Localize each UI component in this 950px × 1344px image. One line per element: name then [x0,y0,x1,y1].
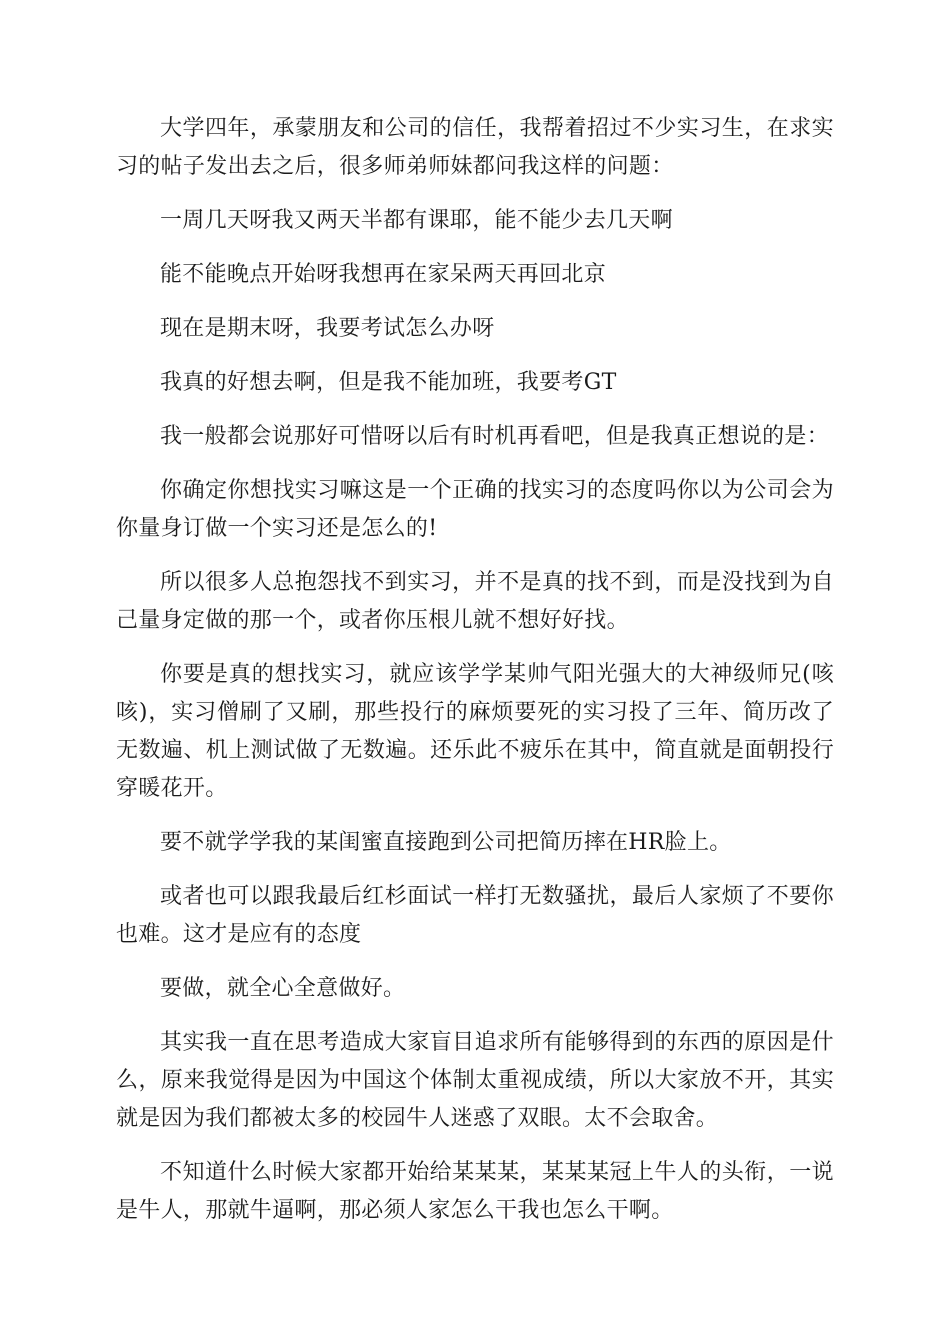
paragraph: 一周几天呀我又两天半都有课耶，能不能少去几天啊 [160,208,673,233]
paragraph: 我一般都会说那好可惜呀以后有时机再看吧，但是我真正想说的是： [160,424,830,449]
paragraph: 所以很多人总抱怨找不到实习，并不是真的找不到，而是没找到为自己量身定做的那一个，或者你压根儿就不想好好找。 [116,570,834,633]
document-body [116,110,834,1246]
paragraph: 或者也可以跟我最后红杉面试一样打无数骚扰，最后人家烦了不要你也难。这才是应有的态度 [116,884,834,947]
paragraph: 其实我一直在思考造成大家盲目追求所有能够得到的东西的原因是什么，原来我觉得是因为中国这个体制太重视成绩，所以大家放不开，其实就是因为我们都被太多的校园牛人迷惑了双眼。太不会取舍。 [116,1030,834,1131]
paragraph: 你要是真的想找实习，就应该学学某帅气阳光强大的大神级师兄(咳咳)，实习僧刷了又刷，那些投行的麻烦要死的实习投了三年、简历改了无数遍、机上测试做了无数遍。还乐此不疲乐在其中，简直就是面朝投行穿暖花开。 [116,662,834,801]
paragraph: 我真的好想去啊，但是我不能加班，我要考GT [160,370,617,395]
paragraph: 你确定你想找实习嘛这是一个正确的找实习的态度吗你以为公司会为你量身订做一个实习还是怎么的! [116,478,834,541]
paragraph: 要做，就全心全意做好。 [160,976,406,1001]
paragraph: 现在是期末呀，我要考试怎么办呀 [160,316,495,341]
paragraph: 要不就学学我的某闺蜜直接跑到公司把简历摔在HR脸上。 [160,830,732,855]
paragraph: 能不能晚点开始呀我想再在家呆两天再回北京 [160,262,607,287]
paragraph: 大学四年，承蒙朋友和公司的信任，我帮着招过不少实习生，在求实习的帖子发出去之后，很多师弟师妹都问我这样的问题： [116,116,834,179]
paragraph: 不知道什么时候大家都开始给某某某，某某某冠上牛人的头衔，一说是牛人，那就牛逼啊，那必须人家怎么干我也怎么干啊。 [116,1160,834,1223]
